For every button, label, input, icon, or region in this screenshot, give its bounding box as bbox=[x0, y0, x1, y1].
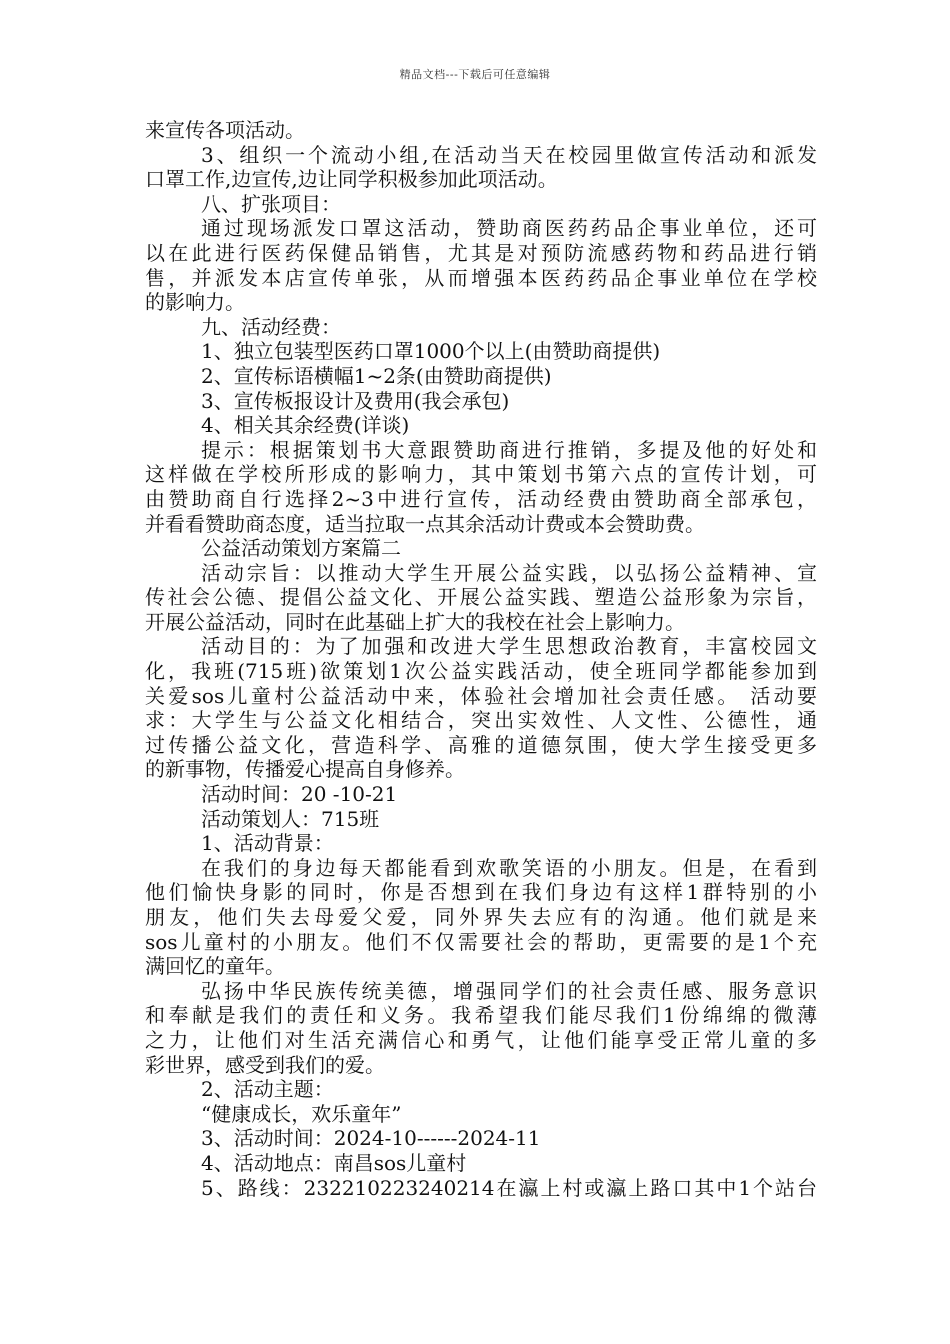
text-line: 的新事物，传播爱心提高自身修养。 bbox=[145, 757, 465, 782]
text-line: 1、活动背景： bbox=[201, 831, 334, 856]
text-line: 九、活动经费： bbox=[201, 314, 341, 339]
text-line: “健康成长，欢乐童年” bbox=[201, 1101, 402, 1126]
text-line: 他们愉快身影的同时，你是否想到在我们身边有这样1群特别的小 bbox=[145, 880, 817, 905]
text-line: 并看看赞助商态度，适当拉取一点其余活动计费或本会赞助费。 bbox=[145, 511, 705, 536]
text-line: sos儿童村的小朋友。他们不仅需要社会的帮助，更需要的是1个充 bbox=[145, 929, 817, 954]
text-line: 2、宣传标语横幅1~2条(由赞助商提供) bbox=[201, 363, 552, 388]
text-line: 活动时间：20 -10-21 bbox=[201, 782, 398, 807]
text-line: 化，我班(715班)欲策划1次公益实践活动，使全班同学都能参加到 bbox=[145, 659, 817, 684]
text-line: 彩世界，感受到我们的爱。 bbox=[145, 1052, 385, 1077]
text-line: 弘扬中华民族传统美德，增强同学们的社会责任感、服务意识 bbox=[201, 978, 817, 1003]
text-line: 八、扩张项目： bbox=[201, 191, 341, 216]
text-line: 传社会公德、提倡公益文化、开展公益实践、塑造公益形象为宗旨， bbox=[145, 585, 817, 610]
text-line: 之力，让他们对生活充满信心和勇气，让他们能享受正常儿童的多 bbox=[145, 1027, 817, 1052]
text-line: 提示：根据策划书大意跟赞助商进行推销，多提及他的好处和 bbox=[201, 437, 817, 462]
text-line: 活动宗旨：以推动大学生开展公益实践，以弘扬公益精神、宣 bbox=[201, 560, 817, 585]
text-line: 以在此进行医药保健品销售，尤其是对预防流感药物和药品进行销 bbox=[145, 240, 817, 265]
text-line: 来宣传各项活动。 bbox=[145, 118, 305, 142]
text-line: 1、独立包装型医药口罩1000个以上(由赞助商提供) bbox=[201, 339, 661, 364]
text-line: 求：大学生与公益文化相结合，突出实效性、人文性、公德性，通 bbox=[145, 708, 817, 733]
text-line: 2、活动主题： bbox=[201, 1077, 334, 1102]
text-line: 朋友，他们失去母爱父爱，同外界失去应有的沟通。他们就是来 bbox=[145, 905, 817, 929]
text-line: 3、组织一个流动小组,在活动当天在校园里做宣传活动和派发 bbox=[201, 142, 817, 167]
text-line: 的影响力。 bbox=[145, 290, 245, 315]
text-line: 这样做在学校所形成的影响力，其中策划书第六点的宣传计划，可 bbox=[145, 462, 817, 487]
text-line: 通过现场派发口罩这活动，赞助商医药药品企事业单位，还可 bbox=[201, 216, 817, 241]
text-line: 5、路线：232210223240214在瀛上村或瀛上路口其中1个站台 bbox=[201, 1175, 817, 1200]
text-line: 4、活动地点：南昌sos儿童村 bbox=[201, 1150, 467, 1175]
text-line: 满回忆的童年。 bbox=[145, 954, 285, 979]
text-line: 活动策划人：715班 bbox=[201, 806, 380, 831]
text-line: 口罩工作,边宣传,边让同学积极参加此项活动。 bbox=[145, 167, 558, 192]
text-line: 关爱sos儿童村公益活动中来，体验社会增加社会责任感。 活动要 bbox=[145, 683, 817, 708]
text-line: 4、相关其余经费(详谈) bbox=[201, 413, 410, 438]
text-line: 售，并派发本店宣传单张，从而增强本医药药品企事业单位在学校 bbox=[145, 265, 817, 290]
text-line: 开展公益活动，同时在此基础上扩大的我校在社会上影响力。 bbox=[145, 609, 685, 634]
text-line: 和奉献是我们的责任和义务。我希望我们能尽我们1份绵绵的微薄 bbox=[145, 1003, 817, 1028]
text-line: 活动目的：为了加强和改进大学生思想政治教育，丰富校园文 bbox=[201, 634, 817, 659]
document-body bbox=[145, 118, 817, 1200]
text-line: 由赞助商自行选择2~3中进行宣传，活动经费由赞助商全部承包， bbox=[145, 486, 817, 511]
text-line: 过传播公益文化，营造科学、高雅的道德氛围，使大学生接受更多 bbox=[145, 732, 817, 757]
page-header: 精品文档---下载后可任意编辑 bbox=[399, 68, 551, 81]
text-line: 3、宣传板报设计及费用(我会承包) bbox=[201, 388, 510, 413]
text-line: 3、活动时间：2024-10------2024-11 bbox=[201, 1126, 541, 1151]
text-line: 公益活动策划方案篇二 bbox=[201, 536, 401, 561]
text-line: 在我们的身边每天都能看到欢歌笑语的小朋友。但是，在看到 bbox=[201, 855, 817, 880]
